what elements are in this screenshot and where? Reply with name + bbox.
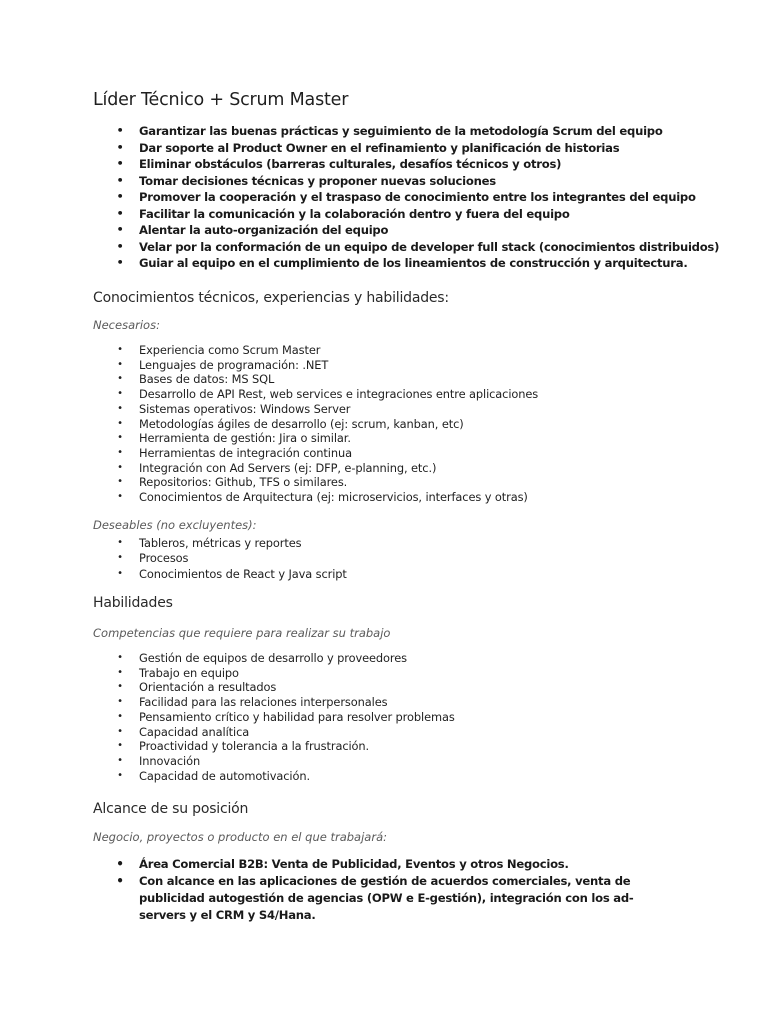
list-item: • Conocimientos de Arquitectura (ej: microservicios, interfaces y otras) (117, 490, 528, 505)
bullet-icon: • (117, 446, 123, 458)
bullet-icon: • (117, 754, 123, 766)
list-item: • Área Comercial B2B: Venta de Publicidad, Eventos y otros Negocios. (116, 857, 569, 871)
list-item: • Repositorios: Github, TFS o similares. (117, 475, 348, 490)
page-title: Líder Técnico + Scrum Master (93, 90, 349, 110)
skills-list (93, 651, 693, 783)
list-item: • Sistemas operativos: Windows Server (117, 401, 351, 416)
list-item: • Gestión de equipos de desarrollo y proveedores (117, 651, 407, 665)
bullet-icon: • (117, 417, 123, 429)
bullet-icon: • (117, 769, 123, 781)
list-item: • Herramienta de gestión: Jira o similar. (117, 431, 351, 446)
bullet-icon: • (117, 402, 123, 414)
bullet-icon: • (116, 857, 124, 871)
bullet-icon: • (117, 652, 123, 663)
desirable-list (93, 536, 693, 582)
skills-heading: Habilidades (93, 595, 173, 611)
list-item: • Facilidad para las relaciones interpersonales (117, 695, 388, 710)
knowledge-heading: Conocimientos técnicos, experiencias y habilidades: (93, 290, 449, 306)
bullet-icon: • (116, 206, 124, 220)
bullet-icon: • (116, 256, 124, 269)
bullet-icon: • (116, 190, 124, 203)
list-item: • Tomar decisiones técnicas y proponer nuevas soluciones (116, 173, 496, 188)
bullet-icon: • (117, 666, 123, 678)
list-item: • Integración con Ad Servers (ej: DFP, e-planning, etc.) (117, 460, 437, 475)
list-item: • Experiencia como Scrum Master (117, 343, 321, 357)
list-item: • Eliminar obstáculos (barreras culturales, desafíos técnicos y otros) (116, 157, 562, 171)
bullet-icon: • (117, 358, 123, 370)
list-item: • Dar soporte al Product Owner en el refinamiento y planificación de historias (116, 140, 620, 155)
bullet-icon: • (117, 710, 123, 722)
list-item: • Tableros, métricas y reportes (117, 536, 302, 550)
bullet-icon: • (116, 239, 124, 253)
list-item: • Innovación (117, 753, 201, 768)
list-item: • Capacidad de automotivación. (117, 768, 310, 783)
bullet-icon: • (117, 681, 123, 693)
list-item: • Conocimientos de React y Java script (117, 567, 347, 582)
bullet-icon: • (117, 388, 123, 400)
required-label: Necesarios: (93, 318, 160, 332)
list-item: • Facilitar la comunicación y la colaboración dentro y fuera del equipo (116, 206, 570, 221)
list-item: • Metodologías ágiles de desarrollo (ej: scrum, kanban, etc) (117, 416, 464, 431)
list-item: • Promover la cooperación y el traspaso de conocimiento entre los integrantes del equipo (116, 190, 696, 204)
list-item: • Procesos (117, 550, 189, 565)
bullet-icon: • (116, 173, 124, 187)
bullet-icon: • (117, 740, 123, 752)
list-item: • Capacidad analítica (117, 724, 250, 739)
list-item: • Velar por la conformación de un equipo de developer full stack (conocimientos distribuidos) (116, 239, 720, 254)
desirable-label: Deseables (no excluyentes): (93, 518, 257, 532)
responsibilities-list (93, 123, 720, 272)
bullet-icon: • (117, 568, 123, 580)
list-item: • Guiar al equipo en el cumplimiento de los lineamientos de construcción y arquitectura. (116, 256, 688, 270)
bullet-icon: • (116, 223, 124, 236)
bullet-icon: • (117, 551, 123, 563)
list-item: • Con alcance en las aplicaciones de gestión de acuerdos comerciales, venta de publicidad autogestión de agencias (OPW e E-gestión), integración con los ad-servers y el CRM y S4/Hana. (116, 874, 634, 922)
list-item: • Proactividad y tolerancia a la frustración. (117, 739, 370, 754)
bullet-icon: • (117, 725, 123, 737)
list-item: • Bases de datos: MS SQL (117, 372, 275, 387)
bullet-icon: • (116, 874, 124, 888)
bullet-icon: • (116, 140, 124, 154)
required-list (93, 343, 693, 505)
list-item: • Trabajo en equipo (117, 665, 239, 680)
bullet-icon: • (117, 373, 123, 385)
list-item: • Lenguajes de programación: .NET (117, 357, 329, 372)
bullet-icon: • (117, 461, 123, 473)
list-item: • Desarrollo de API Rest, web services e integraciones entre aplicaciones (117, 387, 539, 402)
list-item: • Orientación a resultados (117, 680, 277, 695)
scope-heading: Alcance de su posición (93, 801, 249, 817)
scope-list (93, 856, 693, 924)
bullet-icon: • (117, 491, 123, 503)
bullet-icon: • (117, 344, 123, 355)
list-item: • Alentar la auto-organización del equipo (116, 223, 389, 237)
bullet-icon: • (117, 537, 123, 548)
bullet-icon: • (117, 432, 123, 444)
bullet-icon: • (116, 124, 124, 137)
list-item: • Garantizar las buenas prácticas y seguimiento de la metodología Scrum del equipo (116, 124, 663, 138)
list-item: • Pensamiento crítico y habilidad para resolver problemas (117, 709, 455, 724)
scope-subtitle: Negocio, proyectos o producto en el que trabajará: (93, 830, 387, 844)
list-item: • Herramientas de integración continua (117, 445, 352, 460)
bullet-icon: • (116, 157, 124, 170)
bullet-icon: • (117, 476, 123, 488)
bullet-icon: • (117, 696, 123, 708)
skills-subtitle: Competencias que requiere para realizar su trabajo (93, 626, 391, 640)
